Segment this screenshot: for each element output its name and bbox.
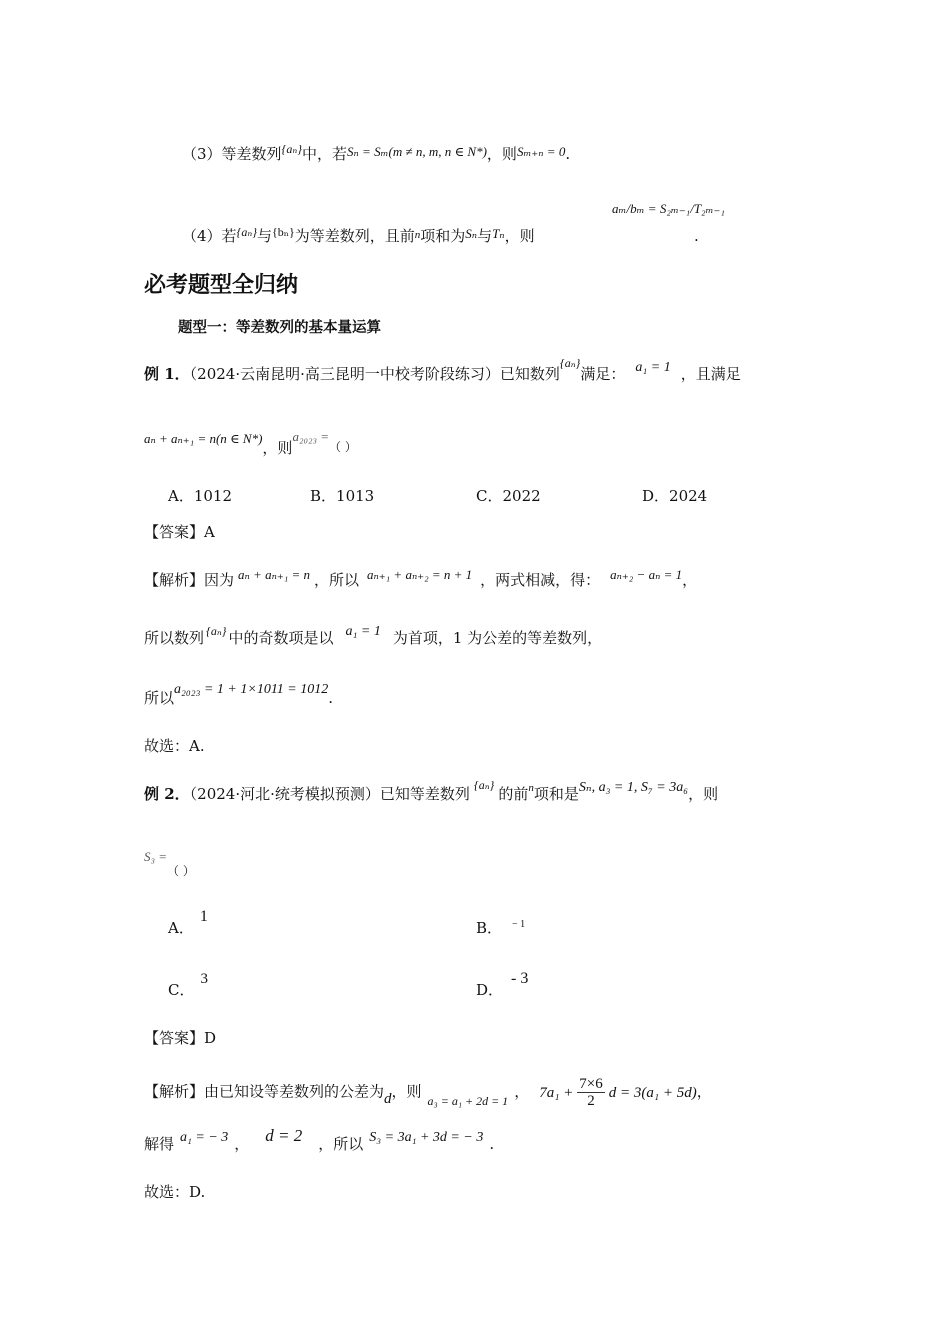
ex2-seq: {aₙ} (473, 778, 495, 792)
analysis-so: ，所以 (314, 571, 360, 589)
ex1-then: ，则 (262, 439, 293, 457)
seq-notation: {aₙ} (281, 142, 303, 156)
analysis-l2-c2: ，所以 (318, 1135, 364, 1153)
analysis-l2-end: . (489, 1135, 495, 1153)
answer-value: A (204, 523, 215, 541)
property-3 (182, 144, 570, 165)
ratio-formula: aₘ/bₘ = S₂ₘ₋₁/T₂ₘ₋₁ (612, 201, 725, 216)
option-value: 3 (200, 971, 208, 987)
section-title: 必考题型全归纳 (144, 273, 299, 298)
analysis-l3-end: . (328, 689, 334, 707)
ex1-source: （2024·云南昆明·高三昆明一中校考阶段练习）已知数列 (189, 365, 560, 383)
eq2-right: d = 3(a₁ + 5d) (608, 1084, 697, 1101)
prop3-then: ，则 (486, 145, 517, 163)
prop4-with: 与 (257, 227, 273, 245)
analysis-d: d (384, 1090, 392, 1107)
prop4-then: ，则 (504, 227, 535, 245)
analysis-eq1: aₙ + aₙ₊₁ = n (238, 567, 310, 582)
fraction-numerator: 7×6 (579, 1076, 603, 1092)
analysis-text: 由已知设等差数列的公差为 (204, 1082, 385, 1101)
ex1-cond1: a₁ = 1 (635, 360, 671, 375)
analysis-l2-eq2: d = 2 (265, 1126, 303, 1145)
analysis-eq2: aₙ₊₁ + aₙ₊₂ = n + 1 (367, 567, 473, 582)
ex2-text: 的前 (498, 785, 529, 803)
ex2-target: S₃ = (144, 849, 168, 864)
var-T: Tₙ (492, 226, 505, 241)
answer-value: D (204, 1029, 217, 1047)
ex2-option-a (168, 908, 208, 939)
ex1-seq: {aₙ} (559, 356, 581, 370)
analysis-comma: ， (682, 571, 698, 589)
analysis-because: 因为 (204, 571, 235, 589)
ex2-option-c (168, 971, 208, 1001)
analysis-l3a: 所以 (144, 689, 175, 707)
ex2-answer (144, 1028, 216, 1048)
option-value: 1012 (193, 487, 233, 505)
analysis-then: ，则 (391, 1082, 422, 1101)
ex1-analysis-line3 (144, 682, 334, 710)
analysis-l2-eq: a₁ = 1 (345, 624, 381, 639)
seq-b-notation: {bₙ} (272, 225, 295, 239)
analysis-eq1: a₃ = a₁ + 2d = 1 (427, 1093, 509, 1108)
ex2-source: （2024·河北·统考模拟预测）已知等差数列 (189, 785, 470, 803)
option-value: 2022 (502, 487, 541, 505)
option-key: B． (310, 487, 337, 505)
ex1-blank: （ ） (329, 440, 357, 454)
option-key: C． (168, 981, 195, 999)
analysis-l2-c1: ， (234, 1135, 250, 1153)
ex1-option-a (168, 486, 232, 506)
ex1-cond2: aₙ + aₙ₊₁ = n(n ∈ N*) (144, 431, 263, 446)
ex2-line2 (144, 849, 195, 879)
ex2-option-d (476, 970, 529, 1001)
option-key: A． (168, 919, 194, 937)
ex2-cond: Sₙ, a₃ = 1, S₇ = 3a₆ (578, 780, 689, 795)
prop3-label: （3）等差数列 (182, 145, 282, 163)
ex2-line1 (144, 778, 719, 806)
ex2-blank: （ ） (167, 864, 195, 878)
seq-a-notation: {aₙ} (236, 225, 258, 239)
analysis-l2a: 所以数列 (144, 629, 205, 647)
option-value: - 3 (511, 970, 529, 987)
ex1-answer (144, 522, 215, 542)
ex1-line1 (144, 356, 741, 386)
analysis-l2-eq3: S₃ = 3a₁ + 3d = − 3 (369, 1130, 484, 1145)
var-S: Sₙ (465, 226, 478, 241)
answer-label: 【答案】 (144, 1029, 205, 1047)
property-4 (182, 226, 535, 248)
ex1-target: a₂₀₂₃ = (292, 429, 330, 444)
eq2-fraction (577, 1076, 604, 1109)
prop4-end: . (694, 227, 699, 245)
ex1-text2: ，且满足 (680, 365, 741, 383)
analysis-l2c: 为首项，1 为公差的等差数列， (392, 629, 603, 647)
ex2-analysis-line1 (144, 1076, 712, 1109)
ex2-text2: 项和是 (533, 785, 579, 803)
ex2-option-b (476, 918, 525, 941)
analysis-label: 【解析】 (144, 571, 205, 589)
analysis-l2b: 中的奇数项是以 (228, 629, 334, 647)
analysis-eq2 (539, 1076, 697, 1109)
prop3-end: . (565, 145, 571, 163)
prop4-with2: 与 (477, 227, 493, 245)
analysis-subtract: ，两式相减，得： (480, 571, 601, 589)
ex2-choose: 故选：D. (144, 1183, 206, 1201)
eq2-left: 7a₁ + (539, 1084, 574, 1101)
ex1-analysis-line2 (144, 624, 603, 650)
option-key: C． (476, 487, 503, 505)
prop3-result: Sₘ₊ₙ = 0 (516, 144, 566, 159)
ex1-analysis-line1 (144, 567, 698, 591)
var-n: n (414, 229, 421, 241)
option-key: B． (476, 919, 503, 937)
option-value: 1 (199, 908, 208, 925)
prop3-mid: 中，若 (302, 145, 348, 163)
analysis-eq3: aₙ₊₂ − aₙ = 1 (610, 567, 683, 582)
analysis-l2-seq: {aₙ} (206, 624, 227, 638)
ex2-label: 例 2． (144, 785, 190, 803)
prop4-formula (612, 200, 725, 217)
prop4-text2: 项和为 (420, 227, 466, 245)
ex1-line2 (144, 429, 357, 459)
analysis-l3-eq: a₂₀₂₃ = 1 + 1×1011 = 1012 (174, 682, 329, 697)
ex1-label: 例 1． (144, 365, 190, 383)
analysis-solve: 解得 (144, 1135, 175, 1153)
option-value: 1013 (336, 487, 375, 505)
prop4-text: 为等差数列，且前 (294, 227, 415, 245)
ex1-choose: 故选：A. (144, 737, 205, 755)
ex2-n: n (528, 782, 534, 794)
answer-label: 【答案】 (144, 523, 205, 541)
fraction-denominator: 2 (587, 1093, 595, 1109)
ex1-option-d (642, 486, 707, 506)
ex1-text: 满足： (580, 365, 626, 383)
option-value: − 1 (512, 919, 526, 930)
ex2-analysis-line2 (144, 1126, 495, 1156)
analysis-l2-eq1: a₁ = − 3 (180, 1130, 229, 1145)
ex2-then: ，则 (688, 785, 719, 803)
analysis-comma2: ， (696, 1082, 712, 1101)
prop3-condition: Sₙ = Sₘ(m ≠ n, m, n ∈ N*) (347, 144, 487, 159)
option-key: D． (642, 487, 670, 505)
option-key: D． (476, 981, 504, 999)
ex1-option-b (310, 486, 374, 506)
analysis-label: 【解析】 (144, 1082, 205, 1101)
ex1-option-c (476, 486, 541, 506)
subsection-title: 题型一：等差数列的基本量运算 (178, 320, 381, 336)
prop4-label: （4）若 (182, 227, 237, 245)
option-key: A． (168, 487, 194, 505)
analysis-comma: ， (514, 1082, 530, 1101)
option-value: 2024 (669, 487, 708, 505)
